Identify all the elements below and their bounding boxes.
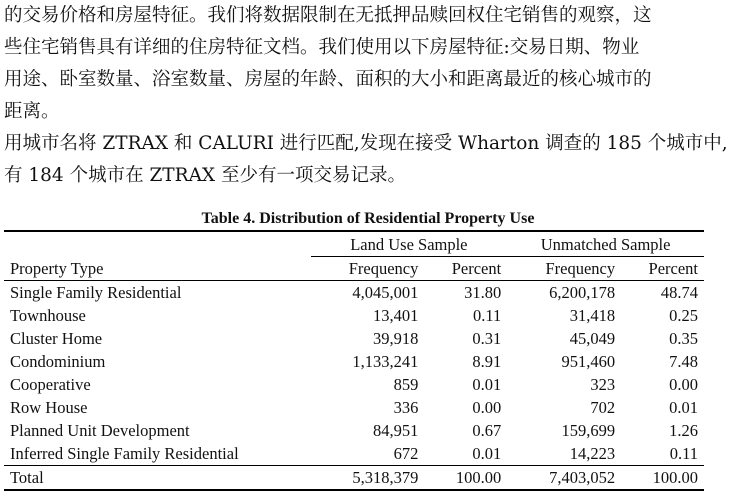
cell-property-type: Cluster Home — [10, 329, 103, 348]
property-use-table — [4, 230, 704, 491]
cell-frequency: 39,918 — [373, 329, 419, 348]
table-row — [4, 350, 704, 373]
cell-percent: 0.11 — [669, 444, 698, 463]
group-header-unmatched: Unmatched Sample — [507, 231, 704, 257]
cell-frequency: 672 — [393, 444, 419, 463]
cell-frequency: 159,699 — [561, 421, 616, 440]
cell-property-type: Row House — [10, 398, 88, 417]
column-header-property-type: Property Type — [4, 257, 311, 281]
cell-frequency: 1,133,241 — [352, 352, 419, 371]
cell-percent: 0.31 — [472, 329, 502, 348]
cell-percent: 0.00 — [669, 375, 698, 394]
table-total-row — [4, 466, 704, 491]
cell-frequency: 13,401 — [373, 306, 419, 325]
text-line: 用途、卧室数量、浴室数量、房屋的年龄、面积的大小和距离最近的核心城市的 — [4, 69, 652, 90]
cell-percent: 7.48 — [669, 352, 698, 371]
column-header-percent: Percent — [424, 257, 507, 281]
cell-percent: 100.00 — [424, 466, 507, 491]
cell-percent: 48.74 — [660, 283, 698, 302]
text-line: 距离。 — [4, 101, 60, 122]
table-row — [4, 373, 704, 396]
cell-total-label: Total — [4, 466, 311, 491]
cell-frequency: 859 — [393, 375, 419, 394]
cell-percent: 0.01 — [669, 398, 698, 417]
cell-percent: 0.35 — [669, 329, 698, 348]
cell-percent: 0.01 — [472, 444, 502, 463]
cell-property-type: Inferred Single Family Residential — [10, 444, 239, 463]
table-row — [4, 304, 704, 327]
cell-frequency: 45,049 — [569, 329, 616, 348]
cell-frequency: 6,200,178 — [549, 283, 616, 302]
cell-frequency: 14,223 — [569, 444, 616, 463]
cell-percent: 31.80 — [464, 283, 502, 302]
text-line: 些住宅销售具有详细的住房特征文档。我们使用以下房屋特征:交易日期、物业 — [4, 37, 640, 58]
cell-frequency: 336 — [393, 398, 419, 417]
table-row — [4, 281, 704, 305]
table-row — [4, 419, 704, 442]
cell-frequency: 951,460 — [561, 352, 616, 371]
cell-percent: 0.00 — [472, 398, 502, 417]
cell-property-type: Single Family Residential — [10, 283, 182, 302]
column-header-percent: Percent — [621, 257, 704, 281]
cell-percent: 0.25 — [669, 306, 698, 325]
cell-frequency: 702 — [590, 398, 616, 417]
cell-frequency: 31,418 — [569, 306, 616, 325]
text-line: 的交易价格和房屋特征。我们将数据限制在无抵押品赎回权住宅销售的观察，这 — [4, 5, 652, 26]
cell-percent: 0.67 — [472, 421, 502, 440]
cell-property-type: Townhouse — [10, 306, 86, 325]
table-group-header-row — [4, 231, 704, 257]
cell-property-type: Condominium — [10, 352, 106, 371]
cell-percent: 0.01 — [472, 375, 502, 394]
table-row — [4, 327, 704, 350]
cell-frequency: 4,045,001 — [352, 283, 419, 302]
text-line: 有 184 个城市在 ZTRAX 至少有一项交易记录。 — [4, 165, 406, 186]
column-header-frequency: Frequency — [507, 257, 621, 281]
cell-frequency: 84,951 — [373, 421, 419, 440]
paragraph-data-description — [4, 0, 732, 128]
cell-property-type: Planned Unit Development — [10, 421, 190, 440]
cell-property-type: Cooperative — [10, 375, 91, 394]
cell-frequency: 323 — [590, 375, 616, 394]
table-column-header-row — [4, 257, 704, 281]
cell-percent: 1.26 — [669, 421, 698, 440]
paragraph-city-matching — [4, 128, 732, 192]
text-line: 用城市名将 ZTRAX 和 CALURI 进行匹配,发现在接受 Wharton 调查的 185 个城市中, — [4, 133, 728, 154]
column-header-frequency: Frequency — [311, 257, 425, 281]
table-row — [4, 442, 704, 466]
cell-percent: 8.91 — [472, 352, 502, 371]
cell-percent: 100.00 — [621, 466, 704, 491]
cell-percent: 0.11 — [472, 306, 502, 325]
table-title: Table 4. Distribution of Residential Property Use — [201, 210, 535, 227]
table-row — [4, 396, 704, 419]
group-header-land-use: Land Use Sample — [311, 231, 508, 257]
cell-frequency: 7,403,052 — [507, 466, 621, 491]
cell-frequency: 5,318,379 — [311, 466, 425, 491]
